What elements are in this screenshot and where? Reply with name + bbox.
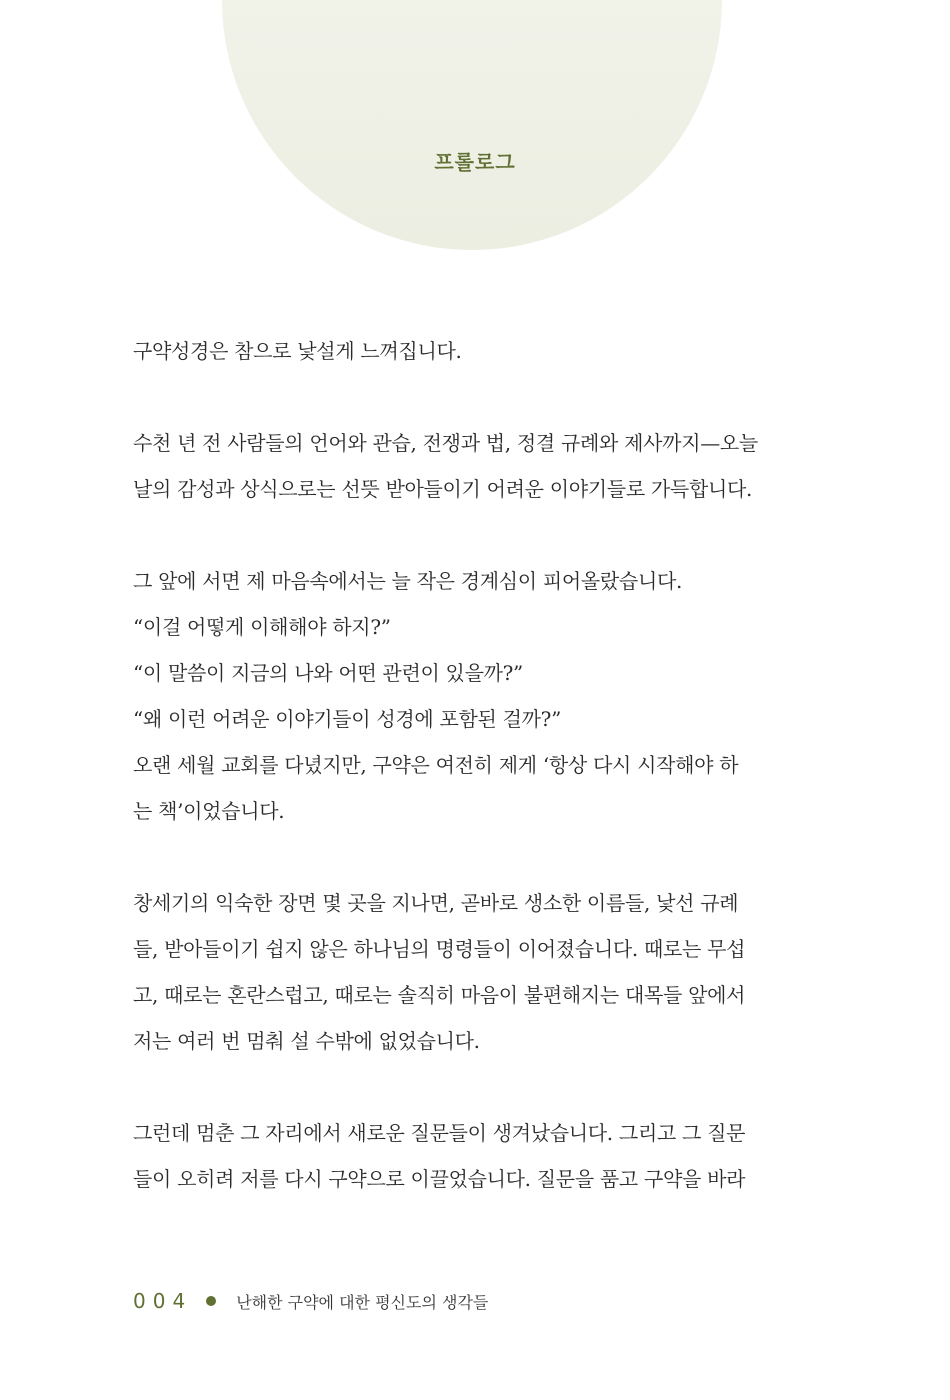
text-line: “왜 이런 어려운 이야기들이 성경에 포함된 걸까?”	[133, 707, 561, 731]
page-footer	[133, 1286, 488, 1316]
paragraph-5	[133, 1110, 823, 1202]
text-line: 는 책’이었습니다.	[133, 799, 285, 823]
paragraph-3	[133, 558, 823, 834]
text-line: “이 말씀이 지금의 나와 어떤 관련이 있을까?”	[133, 661, 523, 685]
header-circle-decoration	[222, 0, 722, 250]
text-line: 그런데 멈춘 그 자리에서 새로운 질문들이 생겨났습니다. 그리고 그 질문	[133, 1121, 746, 1145]
text-line: 들, 받아들이기 쉽지 않은 하나님의 명령들이 이어졌습니다. 때로는 무섭	[133, 937, 746, 961]
paragraph-1	[133, 328, 823, 374]
text-line: 날의 감성과 상식으로는 선뜻 받아들이기 어려운 이야기들로 가득합니다.	[133, 477, 753, 501]
text-line: 저는 여러 번 멈춰 설 수밖에 없었습니다.	[133, 1029, 480, 1053]
body-text	[133, 328, 823, 1202]
text-line: 오랜 세월 교회를 다녔지만, 구약은 여전히 제게 ‘항상 다시 시작해야 하	[133, 753, 739, 777]
page-number: 004	[133, 1289, 193, 1313]
text-line: 고, 때로는 혼란스럽고, 때로는 솔직히 마음이 불편해지는 대목들 앞에서	[133, 983, 746, 1007]
running-book-title: 난해한 구약에 대한 평신도의 생각들	[236, 1292, 489, 1312]
chapter-title: 프롤로그	[434, 150, 516, 174]
text-line: 수천 년 전 사람들의 언어와 관습, 전쟁과 법, 정결 규례와 제사까지—오늘	[133, 431, 758, 455]
text-line: 창세기의 익숙한 장면 몇 곳을 지나면, 곧바로 생소한 이름들, 낯선 규례	[133, 891, 739, 915]
text-line: “이걸 어떻게 이해해야 하지?”	[133, 615, 391, 639]
paragraph-4	[133, 880, 823, 1064]
footer-dot-icon	[206, 1296, 216, 1306]
text-line: 구약성경은 참으로 낯설게 느껴집니다.	[133, 339, 462, 363]
text-line: 그 앞에 서면 제 마음속에서는 늘 작은 경계심이 피어올랐습니다.	[133, 569, 683, 593]
text-line: 들이 오히려 저를 다시 구약으로 이끌었습니다. 질문을 품고 구약을 바라	[133, 1167, 746, 1191]
paragraph-2	[133, 420, 823, 512]
